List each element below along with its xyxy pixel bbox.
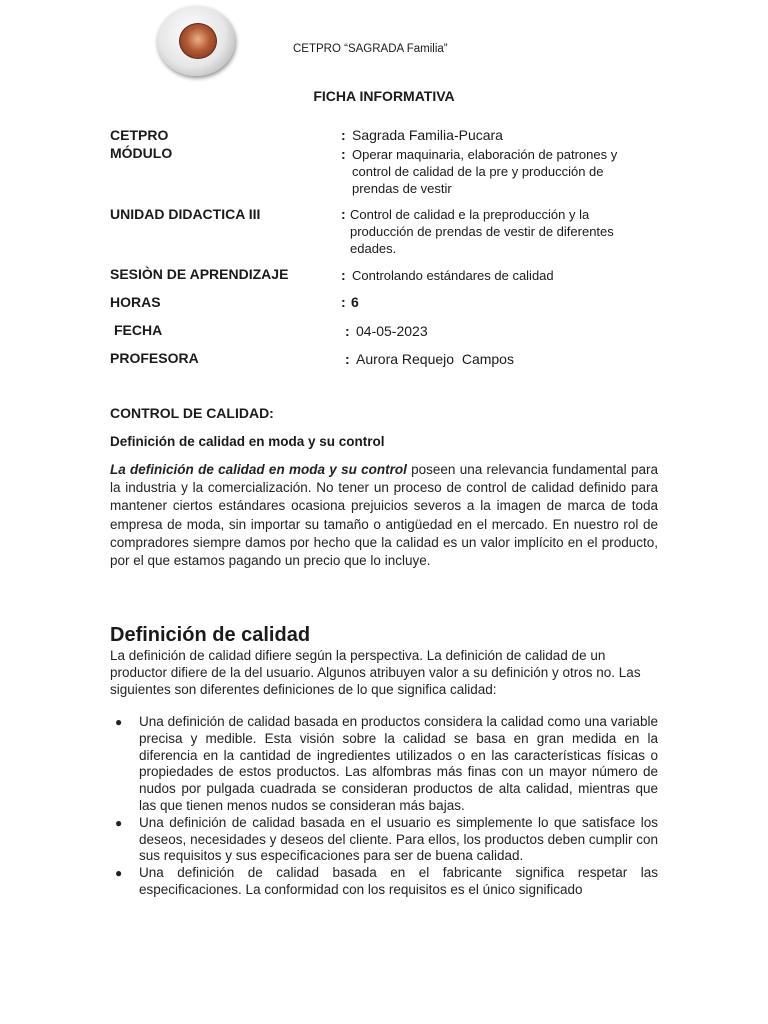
- bullet-icon: ●: [115, 866, 123, 881]
- document-title: FICHA INFORMATIVA: [313, 88, 455, 104]
- definicion-intro: La definición de calidad difiere según la perspectiva. La definición de calidad de un productor difiere de la del usuario. Algunos atribuyen valor a su definición y otros no. Las siguientes son diferentes definiciones de lo que significa calidad:: [110, 648, 641, 697]
- control-section-title: CONTROL DE CALIDAD:: [110, 405, 274, 421]
- control-lead: La definición de calidad en moda y su control: [110, 462, 407, 477]
- sesion-value: Controlando estándares de calidad: [352, 268, 554, 283]
- bullet-icon: ●: [115, 715, 123, 729]
- list-item: [110, 714, 658, 815]
- list-item: [110, 815, 658, 865]
- fecha-colon: :: [345, 323, 350, 339]
- control-paragraph: [110, 461, 658, 570]
- list-item-text: Una definición de calidad basada en el usuario es simplemente lo que satisface los deseos, necesidades y deseos del cliente. Para ellos, los productos deben cumplir con sus requisitos y sus especificaciones para ser de buena calidad.: [139, 814, 658, 864]
- unidad-colon: :: [341, 206, 346, 222]
- horas-label: HORAS: [110, 294, 161, 310]
- modulo-value: Operar maquinaria, elaboración de patrones y control de calidad de la pre y producción de prendas de vestir: [352, 147, 618, 196]
- horas-colon: :: [341, 294, 346, 310]
- list-item-text: Una definición de calidad basada en el fabricante significa respetar las especificaciones. La conformidad con los requisitos es el único significado: [139, 865, 658, 897]
- institution-name: CETPRO “SAGRADA Familia”: [293, 43, 448, 55]
- definicion-heading: Definición de calidad: [110, 624, 311, 646]
- profesora-colon: :: [345, 351, 350, 367]
- control-subtitle: Definición de calidad en moda y su control: [110, 434, 385, 449]
- list-item: [110, 865, 658, 899]
- fecha-label: FECHA: [114, 322, 163, 338]
- school-crest-icon: [157, 6, 235, 76]
- fecha-value: 04-05-2023: [356, 323, 428, 339]
- bullet-icon: ●: [115, 815, 123, 830]
- profesora-label: PROFESORA: [110, 350, 199, 366]
- modulo-colon: :: [341, 146, 346, 162]
- list-item-text: Una definición de calidad basada en productos considera la calidad como una variable precisa y medible. Esta visión sobre la calidad se basa en gran medida en la diferencia en la cantidad de ingredientes utilizados o en las características físicas o propiedades de estos productos. Las alfombras más finas con un mayor número de nudos por pulgada cuadrada se consideran productos de alta calidad, mientras que las que tienen menos nudos se consideran más bajas.: [139, 714, 658, 813]
- control-body: poseen una relevancia fundamental para la industria y la comercialización. No tener un proceso de control de calidad definido para mantener ciertos estándares ocasiona prejuicios severos a la imagen de marca de toda empresa de moda, sin importar su tamaño o antigüedad en el mercado. En nuestro rol de compradores siempre damos por hecho que la calidad es un valor implícito en el producto, por el que estamos pagando un precio que lo incluye.: [110, 462, 658, 569]
- modulo-label: MÓDULO: [110, 145, 173, 161]
- unidad-value: Control de calidad e la preproducción y la producción de prendas de vestir de diferentes edades.: [350, 207, 614, 256]
- unidad-label: UNIDAD DIDACTICA III: [110, 206, 261, 222]
- cetpro-value: Sagrada Familia-Pucara: [352, 127, 503, 143]
- cetpro-colon: :: [341, 127, 346, 143]
- sesion-colon: :: [341, 267, 346, 283]
- horas-value: 6: [351, 294, 359, 310]
- cetpro-label: CETPRO: [110, 127, 169, 143]
- profesora-value: Aurora Requejo Campos: [356, 351, 514, 367]
- crest-portrait: [179, 23, 217, 59]
- definition-list: [110, 714, 658, 899]
- sesion-label: SESIÒN DE APRENDIZAJE: [110, 266, 289, 282]
